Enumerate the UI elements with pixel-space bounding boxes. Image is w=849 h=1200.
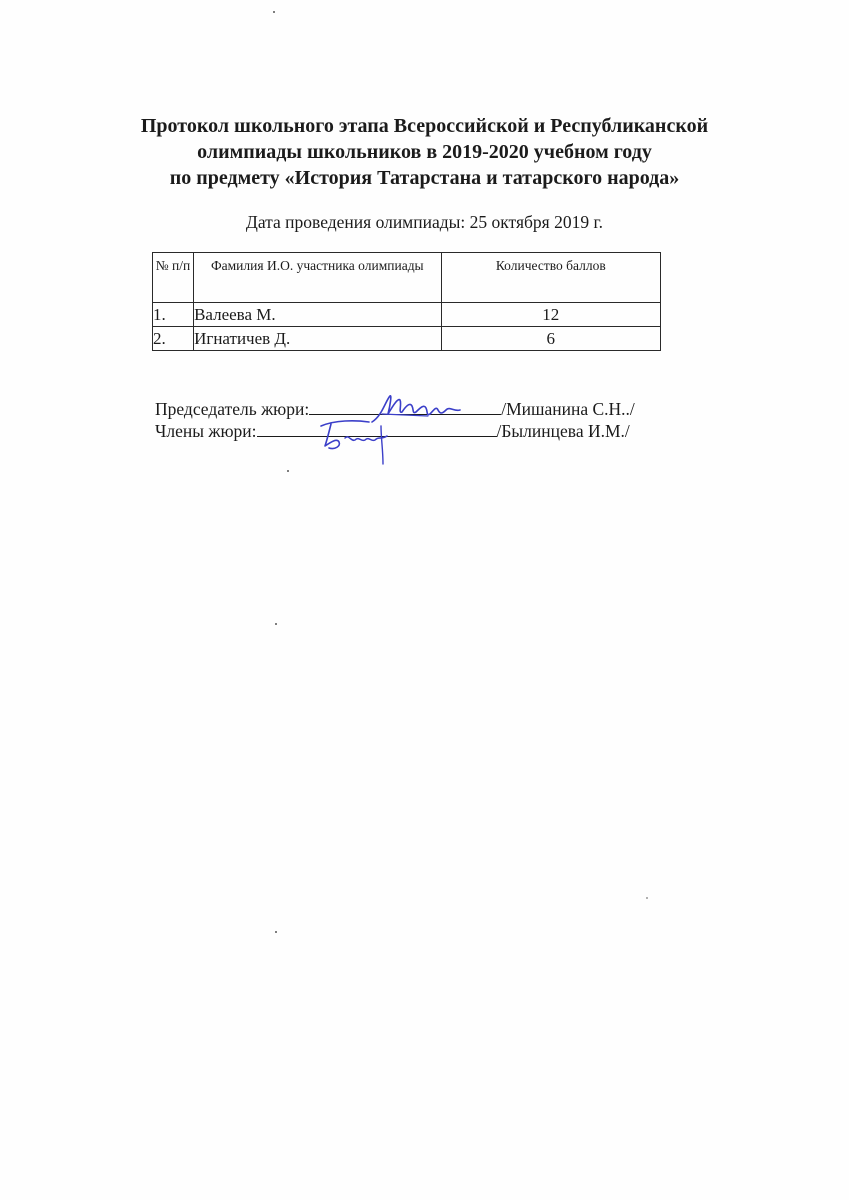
scan-speck bbox=[275, 623, 277, 625]
row-name: Игнатичев Д. bbox=[194, 327, 441, 351]
chair-name: /Мишанина С.Н../ bbox=[501, 399, 635, 419]
scan-speck bbox=[646, 897, 648, 899]
header-score: Количество баллов bbox=[441, 253, 660, 303]
row-num: 1. bbox=[153, 303, 194, 327]
header-name: Фамилия И.О. участника олимпиады bbox=[194, 253, 441, 303]
row-score: 6 bbox=[441, 327, 660, 351]
row-score: 12 bbox=[441, 303, 660, 327]
scan-speck bbox=[287, 470, 289, 472]
protocol-title bbox=[0, 113, 849, 191]
chair-signature-row bbox=[155, 398, 635, 420]
chair-signature-line bbox=[309, 398, 501, 415]
table-header-row bbox=[153, 253, 661, 303]
row-num: 2. bbox=[153, 327, 194, 351]
title-line-2: олимпиады школьников в 2019-2020 учебном году bbox=[197, 141, 652, 163]
chair-label: Председатель жюри: bbox=[155, 399, 310, 419]
members-label: Члены жюри: bbox=[155, 421, 257, 441]
members-signature-row bbox=[155, 420, 635, 442]
members-signature-line bbox=[257, 420, 497, 437]
members-name: /Былинцева И.М./ bbox=[496, 421, 630, 441]
header-num: № п/п bbox=[153, 253, 194, 303]
row-name: Валеева М. bbox=[194, 303, 441, 327]
title-line-3: по предмету «История Татарстана и татарского народа» bbox=[169, 167, 680, 189]
signature-block bbox=[155, 398, 635, 442]
table-row bbox=[153, 303, 661, 327]
title-line-1: Протокол школьного этапа Всероссийской и Республиканской bbox=[140, 115, 709, 137]
scan-speck bbox=[273, 11, 275, 13]
table-row bbox=[153, 327, 661, 351]
results-table bbox=[152, 252, 661, 351]
olympiad-date: Дата проведения олимпиады: 25 октября 2019 г. bbox=[245, 212, 604, 232]
scan-speck bbox=[275, 931, 277, 933]
